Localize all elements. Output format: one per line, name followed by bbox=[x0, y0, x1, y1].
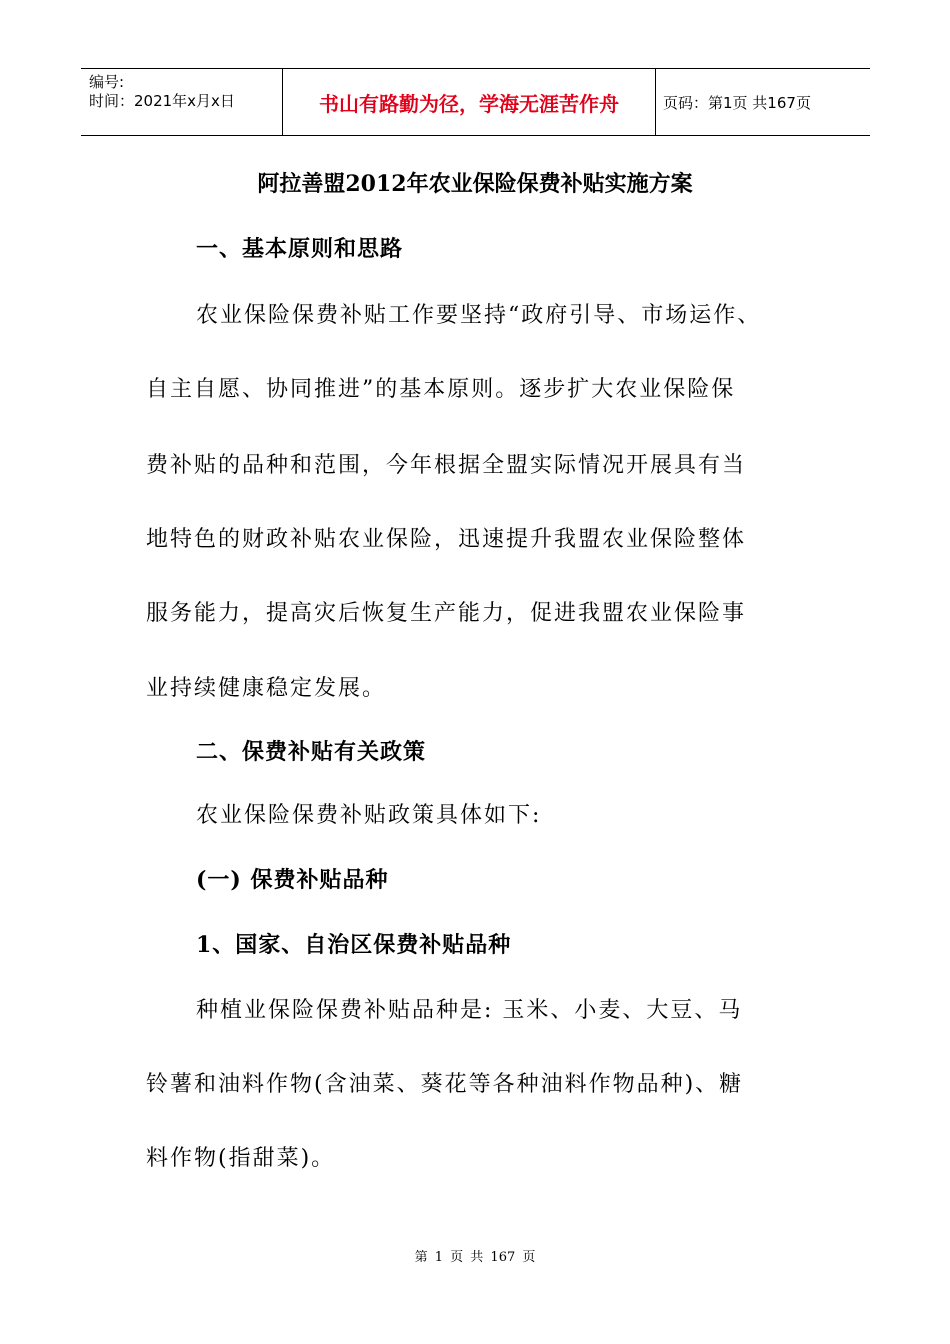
paragraph-line: 费补贴的品种和范围，今年根据全盟实际情况开展具有当 bbox=[146, 453, 747, 478]
paragraph-line: 自主自愿、协同推进”的基本原则。逐步扩大农业保险保 bbox=[146, 377, 736, 402]
subsection-heading: 1、国家、自治区保费补贴品种 bbox=[196, 932, 512, 958]
header-divider bbox=[655, 69, 656, 135]
page-footer: 第 1 页 共 167 页 bbox=[414, 1250, 536, 1265]
number-label: 编号: bbox=[89, 73, 125, 91]
paragraph-line: 业持续健康稳定发展。 bbox=[146, 676, 387, 701]
header-motto: 书山有路勤为径，学海无涯苦作舟 bbox=[319, 91, 619, 116]
subsection-heading: (一) 保费补贴品种 bbox=[196, 867, 389, 893]
paragraph-line: 种植业保险保费补贴品种是: 玉米、小麦、大豆、马 bbox=[196, 998, 743, 1023]
paragraph-line: 铃薯和油料作物(含油菜、葵花等各种油料作物品种)、糖 bbox=[146, 1072, 744, 1097]
time-label: 时间：2021年x月x日 bbox=[89, 92, 235, 110]
paragraph-line: 服务能力，提高灾后恢复生产能力，促进我盟农业保险事 bbox=[146, 601, 747, 626]
page-header bbox=[81, 68, 870, 136]
section-heading: 二、保费补贴有关政策 bbox=[196, 739, 427, 765]
paragraph-line: 农业保险保费补贴政策具体如下: bbox=[196, 803, 542, 828]
header-meta bbox=[89, 73, 235, 111]
header-page-info: 页码：第1页 共167页 bbox=[663, 93, 811, 112]
section-heading: 一、基本原则和思路 bbox=[196, 236, 404, 262]
paragraph-line: 地特色的财政补贴农业保险，迅速提升我盟农业保险整体 bbox=[146, 527, 747, 552]
paragraph-line: 农业保险保费补贴工作要坚持“政府引导、市场运作、 bbox=[196, 303, 762, 328]
document-title: 阿拉善盟2012年农业保险保费补贴实施方案 bbox=[257, 171, 693, 197]
paragraph-line: 料作物(指甜菜)。 bbox=[146, 1146, 336, 1171]
